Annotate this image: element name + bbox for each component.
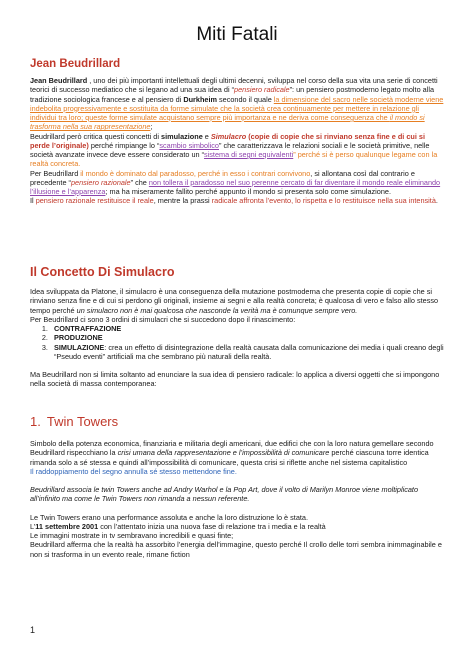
- twin-paragraph-1: Simbolo della potenza economica, finanziaria e militaria degli americani, due edifici che con la loro natura gemellare secondo Beudrillard rispecchiano la crisi umana della rappresentazione e l’impossibilità di comunicare perché ciascuna torre identica rimanda solo a sé stessa e quindi all’impossibilità di comunicare, questa crisi si riflette anche nel sistema capitalistico: [30, 439, 434, 467]
- intro-paragraph-2: Beudrillard però critica questi concetti di simulazione e Simulacro (copie di copie che si rinviano senza fine e di cui si perde l’originale) perché rimpiange lo “scambio simbolico” che caratterizzava le relazioni sociali e le società primitive, nelle società avanzate invece deve essere considerato un “sistema di segni equivalenti” perché si è perso qualunque legame con la realtà concreta.: [30, 131, 438, 169]
- twin-paragraph-4: L’11 settembre 2001 con l’attentato inizia una nuova fase di relazione tra i media e la realtà: [30, 521, 326, 531]
- simulacri-list: [30, 324, 444, 361]
- list-item: 3. SIMULAZIONE: crea un effetto di disintegrazione della realtà causata dalla comunicazione dei media i quali creano degli “Pseudo eventi” artificiali ma che sembrano più naturali della realtà.: [50, 343, 444, 362]
- intro-paragraph-3: Per Beudrillard il mondo è dominato dal paradosso, perché in esso i contrari convivono, si allontana così dal contrario e precedente “pensiero razionale” che non tollera il paradosso nel suo perenne cercato di far diventare il mondo reale eliminando l’illusione e l’apparenza; ma ha miseramente fallito perché appunto il mondo si presenta solo come simulazione.: [30, 168, 441, 196]
- author-heading: Jean Beudrillard: [30, 58, 121, 70]
- simulacro-paragraph-2: Per Beudrillard ci sono 3 ordini di simulacri che si succedono dopo il rinascimento:: [30, 314, 296, 324]
- subsection-heading-twin-towers: 1. Twin Towers: [30, 414, 119, 429]
- page-number: 1: [30, 625, 36, 635]
- twin-paragraph-2: Beudrillard associa le twin Towers anche ad Andry Warhol e la Pop Art, dove il volto di Marilyn Monroe viene moltiplicato all’infinito ma come le Twin Towers non rimanda a nessun referente.: [30, 485, 419, 504]
- twin-paragraph-5: Le immagini mostrate in tv sembravano incredibili e quasi finte;: [30, 531, 234, 540]
- twin-paragraph-3: Le Twin Towers erano una performance assoluta e anche la loro distruzione lo è stata.: [30, 512, 308, 522]
- simulacro-paragraph-3: Ma Beudrillard non si limita soltanto ad enunciare la sua idea di pensiero radicale: lo applica a diversi oggetti che si impongono nella società di massa contemporanea:: [30, 370, 440, 389]
- list-item: 1. CONTRAFFAZIONE: [50, 324, 444, 333]
- page-title: Miti Fatali: [196, 24, 278, 45]
- list-item: 2. PRODUZIONE: [50, 333, 444, 342]
- simulacro-paragraph-1: Idea sviluppata da Platone, il simulacro è una conseguenza della mutazione postmoderna che presenta copie di copie che si rinviano senza fine e di cui si perdono gli originali, insieme ai segni e alla realtà concreta; è qualcosa di vero e falso allo stesso tempo perché un simulacro non è mai qualcosa che nasconde la verità ma è comunque sempre vero.: [30, 287, 439, 315]
- twin-towers-text: [30, 439, 444, 559]
- twin-paragraph-6: Beudrillard afferma che la realtà ha assorbito l’energia dell’immagine, questo perché Il crollo delle torri sembra inimmaginabile e non si trasforma in un evento reale, rimane fiction: [30, 540, 442, 559]
- simulacro-text: [30, 287, 444, 389]
- twin-highlight: Il raddoppiamento del segno annulla sé stesso mettendone fine.: [30, 466, 237, 476]
- section-heading-simulacro: Il Concetto Di Simulacro: [30, 265, 175, 279]
- intro-paragraph-1: Jean Beudrillard , uno dei più importanti intellettuali degli ultimi decenni, sviluppa nel corso della sua vita una serie di concetti teorici di successo mediatico che si legano ad una sua idea di “pensiero radicale”: un pensiero postmoderno legato molto alla tradizione sociologica francese e al pensiero di Durkheim secondo il quale la dimensione del sacro nelle società moderne viene indebolita progressivamente e sostituita da forme simulate che la società crea continuamente per mettere in relazione gli individui tra loro; queste forme simulate acquistano sempre più importanza e ne deriva come conseguenza che il mondo si trasforma nella sua rappresentazione;: [30, 76, 444, 132]
- intro-paragraph-4: Il pensiero razionale restituisce il reale, mentre la prassi radicale affronta l’evento, lo rispetta e lo restituisce nella sua intensità.: [30, 196, 438, 206]
- intro-text: [30, 76, 444, 206]
